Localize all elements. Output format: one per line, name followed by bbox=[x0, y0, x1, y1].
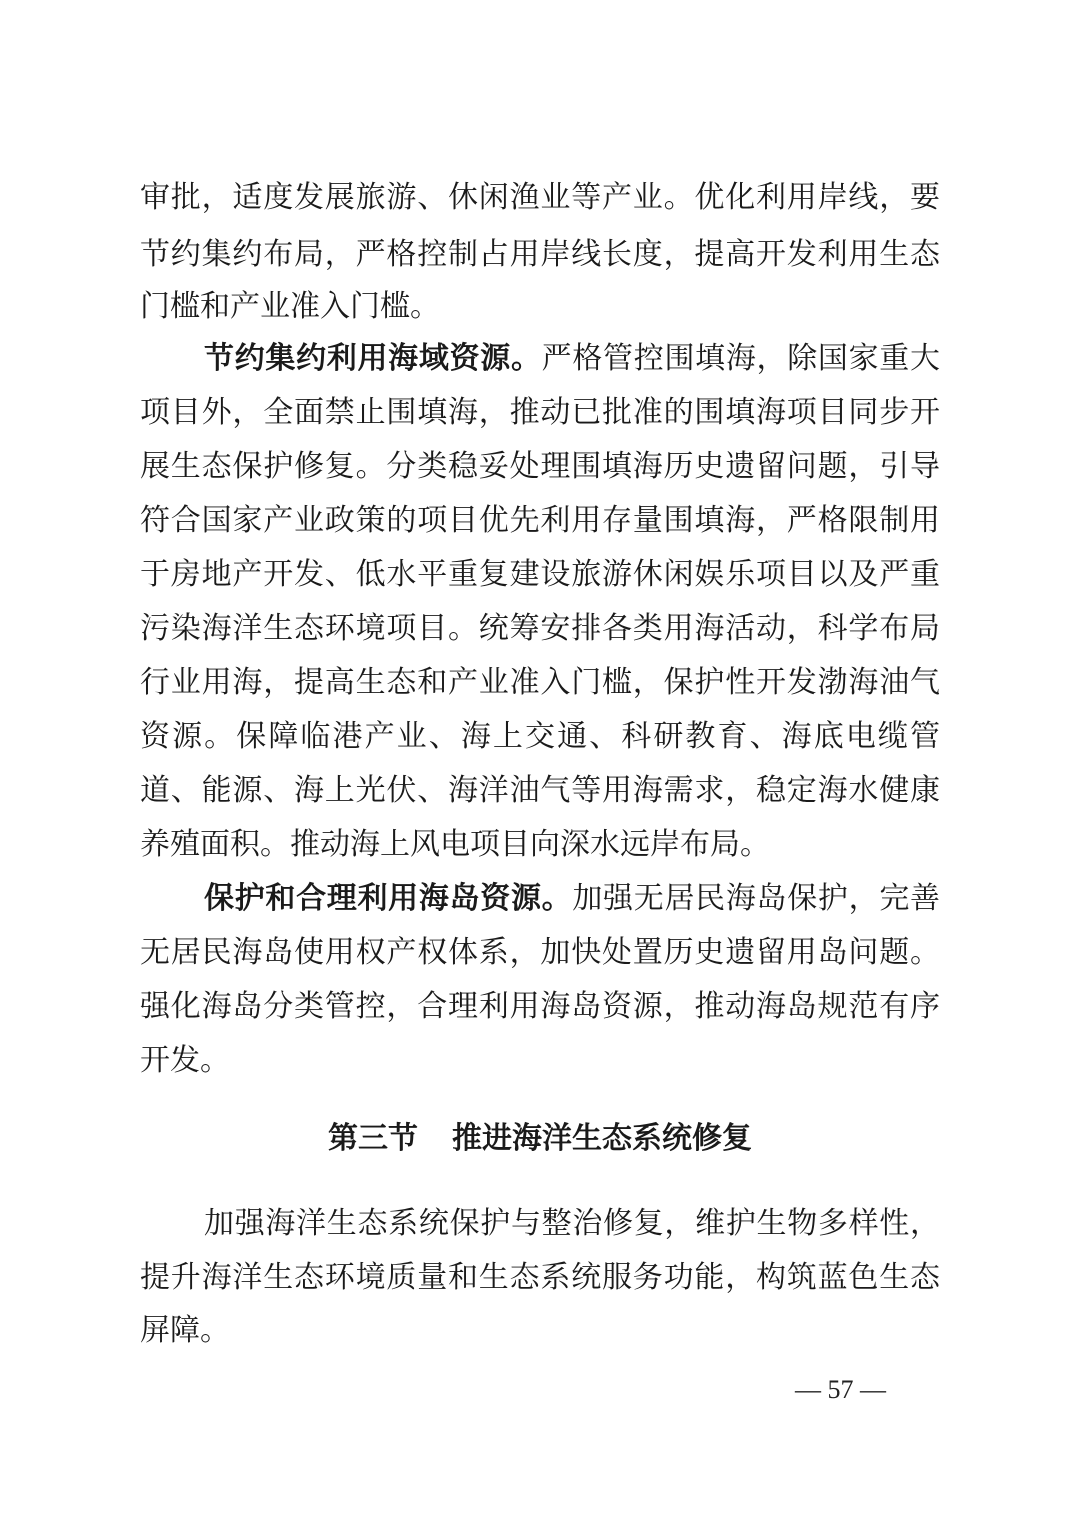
section-number: 第三节 bbox=[328, 1121, 418, 1156]
paragraph-line bbox=[204, 879, 940, 919]
paragraph-bold-lead: 保护和合理利用海岛资源。 bbox=[204, 881, 573, 916]
paragraph-line: 符合国家产业政策的项目优先利用存量围填海，严格限制用 bbox=[140, 503, 940, 538]
paragraph-line: 展生态保护修复。分类稳妥处理围填海历史遗留问题，引导 bbox=[140, 449, 940, 484]
paragraph-line bbox=[204, 339, 940, 379]
paragraph-line: 加强海洋生态系统保护与整治修复，维护生物多样性， bbox=[204, 1206, 940, 1241]
section-heading bbox=[0, 1117, 1080, 1161]
paragraph-line: 审批，适度发展旅游、休闲渔业等产业。优化利用岸线，要 bbox=[140, 180, 940, 215]
paragraph-line: 门槛和产业准入门槛。 bbox=[140, 289, 440, 324]
paragraph-line: 提升海洋生态环境质量和生态系统服务功能，构筑蓝色生态 bbox=[140, 1260, 940, 1295]
paragraph-line: 行业用海，提高生态和产业准入门槛，保护性开发渤海油气 bbox=[140, 665, 940, 700]
paragraph-line-text: 加强无居民海岛保护，完善 bbox=[572, 881, 941, 916]
paragraph-line: 于房地产开发、低水平重复建设旅游休闲娱乐项目以及严重 bbox=[140, 557, 940, 592]
paragraph-line: 强化海岛分类管控，合理利用海岛资源，推动海岛规范有序 bbox=[140, 989, 940, 1024]
paragraph-line: 道、能源、海上光伏、海洋油气等用海需求，稳定海水健康 bbox=[140, 773, 940, 808]
page-number: — 57 — bbox=[795, 1375, 886, 1404]
paragraph-line: 污染海洋生态环境项目。统筹安排各类用海活动，科学布局 bbox=[140, 611, 940, 646]
paragraph-line: 节约集约布局，严格控制占用岸线长度，提高开发利用生态 bbox=[140, 237, 940, 272]
paragraph-line: 无居民海岛使用权产权体系，加快处置历史遗留用岛问题。 bbox=[140, 935, 940, 970]
paragraph-line: 资源。保障临港产业、海上交通、科研教育、海底电缆管 bbox=[140, 719, 940, 754]
section-title: 推进海洋生态系统修复 bbox=[452, 1121, 752, 1156]
paragraph-line: 养殖面积。推动海上风电项目向深水远岸布局。 bbox=[140, 827, 770, 862]
paragraph-bold-lead: 节约集约利用海域资源。 bbox=[204, 341, 542, 376]
paragraph-line-text: 严格管控围填海，除国家重大 bbox=[541, 341, 941, 376]
paragraph-line: 项目外，全面禁止围填海，推动已批准的围填海项目同步开 bbox=[140, 395, 940, 430]
paragraph-line: 屏障。 bbox=[140, 1313, 230, 1348]
paragraph-line: 开发。 bbox=[140, 1043, 230, 1078]
